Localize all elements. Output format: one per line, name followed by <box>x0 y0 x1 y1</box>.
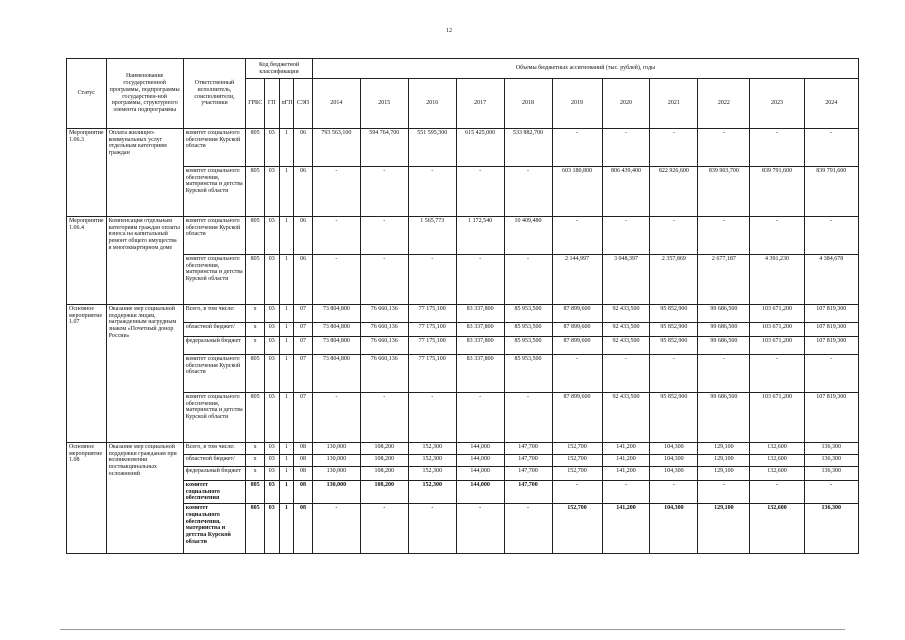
row-value: - <box>602 355 650 393</box>
row-value: 806 439,400 <box>602 167 650 217</box>
row-name: Оплата жилищно-коммунальных услуг отдельным категориям граждан <box>106 129 183 217</box>
header-year: 2021 <box>650 79 698 129</box>
row-value: - <box>750 217 804 255</box>
row-value: 99 686,500 <box>698 323 750 337</box>
row-value: 533 882,700 <box>504 129 552 167</box>
row-code: 03 <box>264 504 279 554</box>
row-value: 152,300 <box>408 481 456 504</box>
row-value: 132,600 <box>750 504 804 554</box>
row-value: 73 804,800 <box>312 355 360 393</box>
row-value: - <box>750 129 804 167</box>
table-row <box>67 504 859 554</box>
row-value: 152,700 <box>552 455 602 467</box>
row-value: 92 433,500 <box>602 337 650 355</box>
row-code: х <box>246 443 265 455</box>
header-code: ГРБС <box>246 79 265 129</box>
row-value: 136,300 <box>804 443 858 455</box>
row-value: - <box>602 481 650 504</box>
row-value: 822 926,600 <box>650 167 698 217</box>
row-value: 103 671,200 <box>750 305 804 323</box>
row-value: - <box>312 504 360 554</box>
row-code: 1 <box>279 167 294 217</box>
row-value: - <box>552 481 602 504</box>
row-code: 1 <box>279 393 294 443</box>
row-value: - <box>650 217 698 255</box>
row-status: Мероприятие 1.06.4 <box>67 217 107 305</box>
row-value: 144,000 <box>456 467 504 481</box>
row-code: х <box>246 337 265 355</box>
row-value: 76 660,136 <box>360 323 408 337</box>
row-value: 2 144,997 <box>552 255 602 305</box>
row-value: - <box>750 355 804 393</box>
header-year: 2022 <box>698 79 750 129</box>
row-value: 103 671,200 <box>750 323 804 337</box>
row-status: Основное мероприятие 1.08 <box>67 443 107 554</box>
row-value: 130,000 <box>312 467 360 481</box>
row-value: 152,700 <box>552 504 602 554</box>
row-value: 95 852,900 <box>650 337 698 355</box>
row-code: 1 <box>279 255 294 305</box>
row-executor: Всего, в том числе: <box>183 305 246 323</box>
row-value: 839 791,600 <box>750 167 804 217</box>
row-code: 805 <box>246 255 265 305</box>
row-value: 2 357,869 <box>650 255 698 305</box>
header-year: 2015 <box>360 79 408 129</box>
row-status: Мероприятие 1.06.3 <box>67 129 107 217</box>
row-value: 104,300 <box>650 504 698 554</box>
row-executor: комитет социального обеспечения <box>183 481 246 504</box>
row-value: 87 899,600 <box>552 323 602 337</box>
row-value: 95 852,900 <box>650 323 698 337</box>
table-row <box>67 467 859 481</box>
row-code: 03 <box>264 467 279 481</box>
row-value: 107 819,300 <box>804 323 858 337</box>
row-value: 99 686,500 <box>698 305 750 323</box>
table-row <box>67 481 859 504</box>
row-executor: комитет социального обеспечения, материнства и детства Курской области <box>183 255 246 305</box>
row-value: 92 433,500 <box>602 393 650 443</box>
row-value: - <box>504 167 552 217</box>
row-value: 3 048,397 <box>602 255 650 305</box>
row-value: 132,600 <box>750 443 804 455</box>
row-value: 1 172,540 <box>456 217 504 255</box>
row-value: - <box>650 355 698 393</box>
row-value: 603 180,800 <box>552 167 602 217</box>
row-code: 06 <box>294 129 313 167</box>
row-value: 129,100 <box>698 455 750 467</box>
row-value: 147,700 <box>504 455 552 467</box>
row-code: 03 <box>264 455 279 467</box>
row-code: 1 <box>279 305 294 323</box>
row-value: 73 804,800 <box>312 323 360 337</box>
row-code: 06 <box>294 217 313 255</box>
table-row <box>67 443 859 455</box>
header-year: 2017 <box>456 79 504 129</box>
row-value: 136,300 <box>804 504 858 554</box>
header-code: СЭП <box>294 79 313 129</box>
row-value: 73 804,800 <box>312 337 360 355</box>
row-executor: комитет социального обеспечения Курской области <box>183 129 246 167</box>
row-value: 147,700 <box>504 467 552 481</box>
row-code: 1 <box>279 467 294 481</box>
row-executor: Всего, в том числе: <box>183 443 246 455</box>
row-value: 87 899,600 <box>552 305 602 323</box>
row-code: х <box>246 323 265 337</box>
row-value: 839 903,700 <box>698 167 750 217</box>
row-value: - <box>602 217 650 255</box>
row-code: 1 <box>279 455 294 467</box>
row-value: - <box>360 167 408 217</box>
row-executor: федеральный бюджет <box>183 467 246 481</box>
table-row <box>67 455 859 467</box>
row-code: х <box>246 467 265 481</box>
row-value: 147,700 <box>504 481 552 504</box>
table-row <box>67 129 859 167</box>
row-value: 95 852,900 <box>650 393 698 443</box>
table-row <box>67 393 859 443</box>
row-value: 129,100 <box>698 443 750 455</box>
row-value: 73 804,800 <box>312 305 360 323</box>
row-value: - <box>804 129 858 167</box>
row-value: 83 337,800 <box>456 305 504 323</box>
budget-table <box>66 58 859 554</box>
row-value: 141,200 <box>602 467 650 481</box>
row-value: 103 671,200 <box>750 337 804 355</box>
row-name: Оказание мер социальной поддержки гражданам при возникновении поствакцинальных осложнений <box>106 443 183 554</box>
header-volume-group: Объемы бюджетных ассигнований (тыс. рублей), годы <box>312 59 858 79</box>
row-value: 85 953,500 <box>504 305 552 323</box>
row-value: 141,200 <box>602 443 650 455</box>
row-code: 1 <box>279 355 294 393</box>
row-executor: комитет социального обеспечения Курской области <box>183 217 246 255</box>
row-value: 76 660,136 <box>360 305 408 323</box>
table-row <box>67 355 859 393</box>
row-value: - <box>650 481 698 504</box>
row-code: 03 <box>264 255 279 305</box>
row-value: - <box>504 504 552 554</box>
header-year: 2023 <box>750 79 804 129</box>
row-value: 132,600 <box>750 455 804 467</box>
row-value: 4 384,678 <box>804 255 858 305</box>
row-value: 104,300 <box>650 455 698 467</box>
row-value: 92 433,500 <box>602 323 650 337</box>
row-value: - <box>552 129 602 167</box>
row-value: 615 425,000 <box>456 129 504 167</box>
row-code: 03 <box>264 217 279 255</box>
row-value: - <box>360 393 408 443</box>
table-row <box>67 167 859 217</box>
row-value: 108,200 <box>360 467 408 481</box>
header-status: Статус <box>67 59 107 129</box>
header-year: 2018 <box>504 79 552 129</box>
row-value: - <box>698 481 750 504</box>
row-code: 08 <box>294 504 313 554</box>
row-value: 108,200 <box>360 443 408 455</box>
row-code: 805 <box>246 504 265 554</box>
row-code: 03 <box>264 337 279 355</box>
row-code: 03 <box>264 393 279 443</box>
row-code: 1 <box>279 504 294 554</box>
row-code: 805 <box>246 129 265 167</box>
row-value: 152,700 <box>552 443 602 455</box>
row-value: - <box>408 393 456 443</box>
row-code: 03 <box>264 129 279 167</box>
row-value: 104,300 <box>650 443 698 455</box>
row-code: 03 <box>264 323 279 337</box>
row-executor: комитет социального обеспечения Курской области <box>183 355 246 393</box>
row-value: - <box>698 129 750 167</box>
row-code: 03 <box>264 305 279 323</box>
row-code: 07 <box>294 305 313 323</box>
row-code: 03 <box>264 443 279 455</box>
table-row <box>67 323 859 337</box>
row-value: 152,300 <box>408 443 456 455</box>
row-code: 1 <box>279 481 294 504</box>
header-name: Наименование государственной программы, подпрограммы государствен-ной программы, структурного элемента подпрограммы <box>106 59 183 129</box>
row-value: - <box>698 355 750 393</box>
table-row <box>67 337 859 355</box>
table-row <box>67 305 859 323</box>
row-value: 95 852,900 <box>650 305 698 323</box>
row-value: 144,000 <box>456 443 504 455</box>
row-value: - <box>552 217 602 255</box>
row-executor: комитет социального обеспечения, материнства и детства Курской области <box>183 393 246 443</box>
row-value: 92 433,500 <box>602 305 650 323</box>
row-value: - <box>312 217 360 255</box>
row-value: - <box>456 255 504 305</box>
row-code: 805 <box>246 167 265 217</box>
row-value: 77 175,100 <box>408 355 456 393</box>
row-code: 03 <box>264 355 279 393</box>
row-value: 77 175,100 <box>408 305 456 323</box>
row-executor: комитет социального обеспечения, материнства и детства Курской области <box>183 167 246 217</box>
row-code: 07 <box>294 355 313 393</box>
row-code: 805 <box>246 393 265 443</box>
row-code: 08 <box>294 467 313 481</box>
row-value: 76 660,136 <box>360 355 408 393</box>
row-value: - <box>312 167 360 217</box>
row-value: - <box>804 217 858 255</box>
header-code: пГП <box>279 79 294 129</box>
page-number: 12 <box>446 28 452 34</box>
row-value: - <box>408 504 456 554</box>
row-value: 793 563,100 <box>312 129 360 167</box>
row-value: 839 791,600 <box>804 167 858 217</box>
header-year: 2019 <box>552 79 602 129</box>
row-value: 141,200 <box>602 504 650 554</box>
row-value: 147,700 <box>504 443 552 455</box>
row-value: 144,000 <box>456 455 504 467</box>
row-value: 87 899,600 <box>552 337 602 355</box>
row-executor: областной бюджет/ <box>183 455 246 467</box>
row-value: - <box>804 481 858 504</box>
row-value: 77 175,100 <box>408 323 456 337</box>
row-code: х <box>246 305 265 323</box>
table-row <box>67 255 859 305</box>
row-code: х <box>246 455 265 467</box>
row-code: 08 <box>294 481 313 504</box>
row-value: 107 819,300 <box>804 337 858 355</box>
row-value: 76 660,136 <box>360 337 408 355</box>
row-value: 132,600 <box>750 467 804 481</box>
row-code: 805 <box>246 217 265 255</box>
row-value: 551 595,300 <box>408 129 456 167</box>
row-name: Компенсация отдельным категориям граждан оплаты взноса на капитальный ремонт общего имущества в многоквартирном доме <box>106 217 183 305</box>
row-value: - <box>456 167 504 217</box>
row-value: 136,300 <box>804 467 858 481</box>
row-code: 08 <box>294 455 313 467</box>
row-value: 107 819,300 <box>804 393 858 443</box>
row-code: 1 <box>279 443 294 455</box>
row-value: 130,000 <box>312 443 360 455</box>
row-value: 2 677,187 <box>698 255 750 305</box>
row-code: 06 <box>294 255 313 305</box>
row-value: 77 175,100 <box>408 337 456 355</box>
header-year: 2024 <box>804 79 858 129</box>
row-name: Оказание мер социальной поддержки лицам, награжденным нагрудным знаком «Почетный донор России» <box>106 305 183 443</box>
row-value: 108,200 <box>360 455 408 467</box>
row-value: - <box>650 129 698 167</box>
row-code: 1 <box>279 217 294 255</box>
row-value: - <box>360 255 408 305</box>
header-year: 2016 <box>408 79 456 129</box>
header-year: 2014 <box>312 79 360 129</box>
row-code: 1 <box>279 129 294 167</box>
row-value: 87 899,600 <box>552 393 602 443</box>
row-value: - <box>456 393 504 443</box>
row-value: - <box>360 217 408 255</box>
row-value: - <box>602 129 650 167</box>
row-value: 129,100 <box>698 504 750 554</box>
row-value: 99 686,500 <box>698 337 750 355</box>
header-code: ГП <box>264 79 279 129</box>
header-year: 2020 <box>602 79 650 129</box>
row-value: 108,200 <box>360 481 408 504</box>
row-value: - <box>750 481 804 504</box>
row-value: 152,300 <box>408 455 456 467</box>
row-executor: областной бюджет/ <box>183 323 246 337</box>
row-value: - <box>408 255 456 305</box>
footer-divider <box>60 629 845 630</box>
row-code: 03 <box>264 167 279 217</box>
row-value: 99 686,500 <box>698 393 750 443</box>
row-value: 144,000 <box>456 481 504 504</box>
row-code: 07 <box>294 393 313 443</box>
row-value: - <box>312 393 360 443</box>
row-value: 103 671,200 <box>750 393 804 443</box>
row-value: 85 953,500 <box>504 355 552 393</box>
row-value: 136,300 <box>804 455 858 467</box>
row-value: - <box>504 393 552 443</box>
row-code: 06 <box>294 167 313 217</box>
row-status: Основное мероприятие 1.07 <box>67 305 107 443</box>
row-value: 152,700 <box>552 467 602 481</box>
row-code: 1 <box>279 337 294 355</box>
row-value: - <box>408 167 456 217</box>
row-code: 07 <box>294 323 313 337</box>
row-code: 07 <box>294 337 313 355</box>
row-value: 130,000 <box>312 455 360 467</box>
row-value: 104,300 <box>650 467 698 481</box>
row-code: 805 <box>246 481 265 504</box>
row-value: 1 565,773 <box>408 217 456 255</box>
row-value: - <box>552 355 602 393</box>
table-row <box>67 217 859 255</box>
row-value: - <box>456 504 504 554</box>
header-executor: Ответственный исполнитель, соисполнители, участники <box>183 59 246 129</box>
row-value: 85 953,500 <box>504 337 552 355</box>
row-executor: федеральный бюджет <box>183 337 246 355</box>
row-value: - <box>698 217 750 255</box>
row-value: - <box>360 504 408 554</box>
row-code: 08 <box>294 443 313 455</box>
header-code-group: Код бюджетной классификации <box>246 59 313 79</box>
row-value: 4 391,230 <box>750 255 804 305</box>
row-value: 10 409,480 <box>504 217 552 255</box>
row-value: 129,100 <box>698 467 750 481</box>
row-value: 83 337,800 <box>456 355 504 393</box>
row-value: 85 953,500 <box>504 323 552 337</box>
row-executor: комитет социального обеспечения, материнства и детства Курской области <box>183 504 246 554</box>
row-code: 03 <box>264 481 279 504</box>
row-value: 83 337,800 <box>456 337 504 355</box>
row-value: 594 764,700 <box>360 129 408 167</box>
row-value: 107 819,300 <box>804 305 858 323</box>
row-value: 130,000 <box>312 481 360 504</box>
row-value: 83 337,800 <box>456 323 504 337</box>
row-value: - <box>504 255 552 305</box>
row-value: - <box>804 355 858 393</box>
row-code: 1 <box>279 323 294 337</box>
row-value: - <box>312 255 360 305</box>
row-code: 805 <box>246 355 265 393</box>
row-value: 141,200 <box>602 455 650 467</box>
row-value: 152,300 <box>408 467 456 481</box>
